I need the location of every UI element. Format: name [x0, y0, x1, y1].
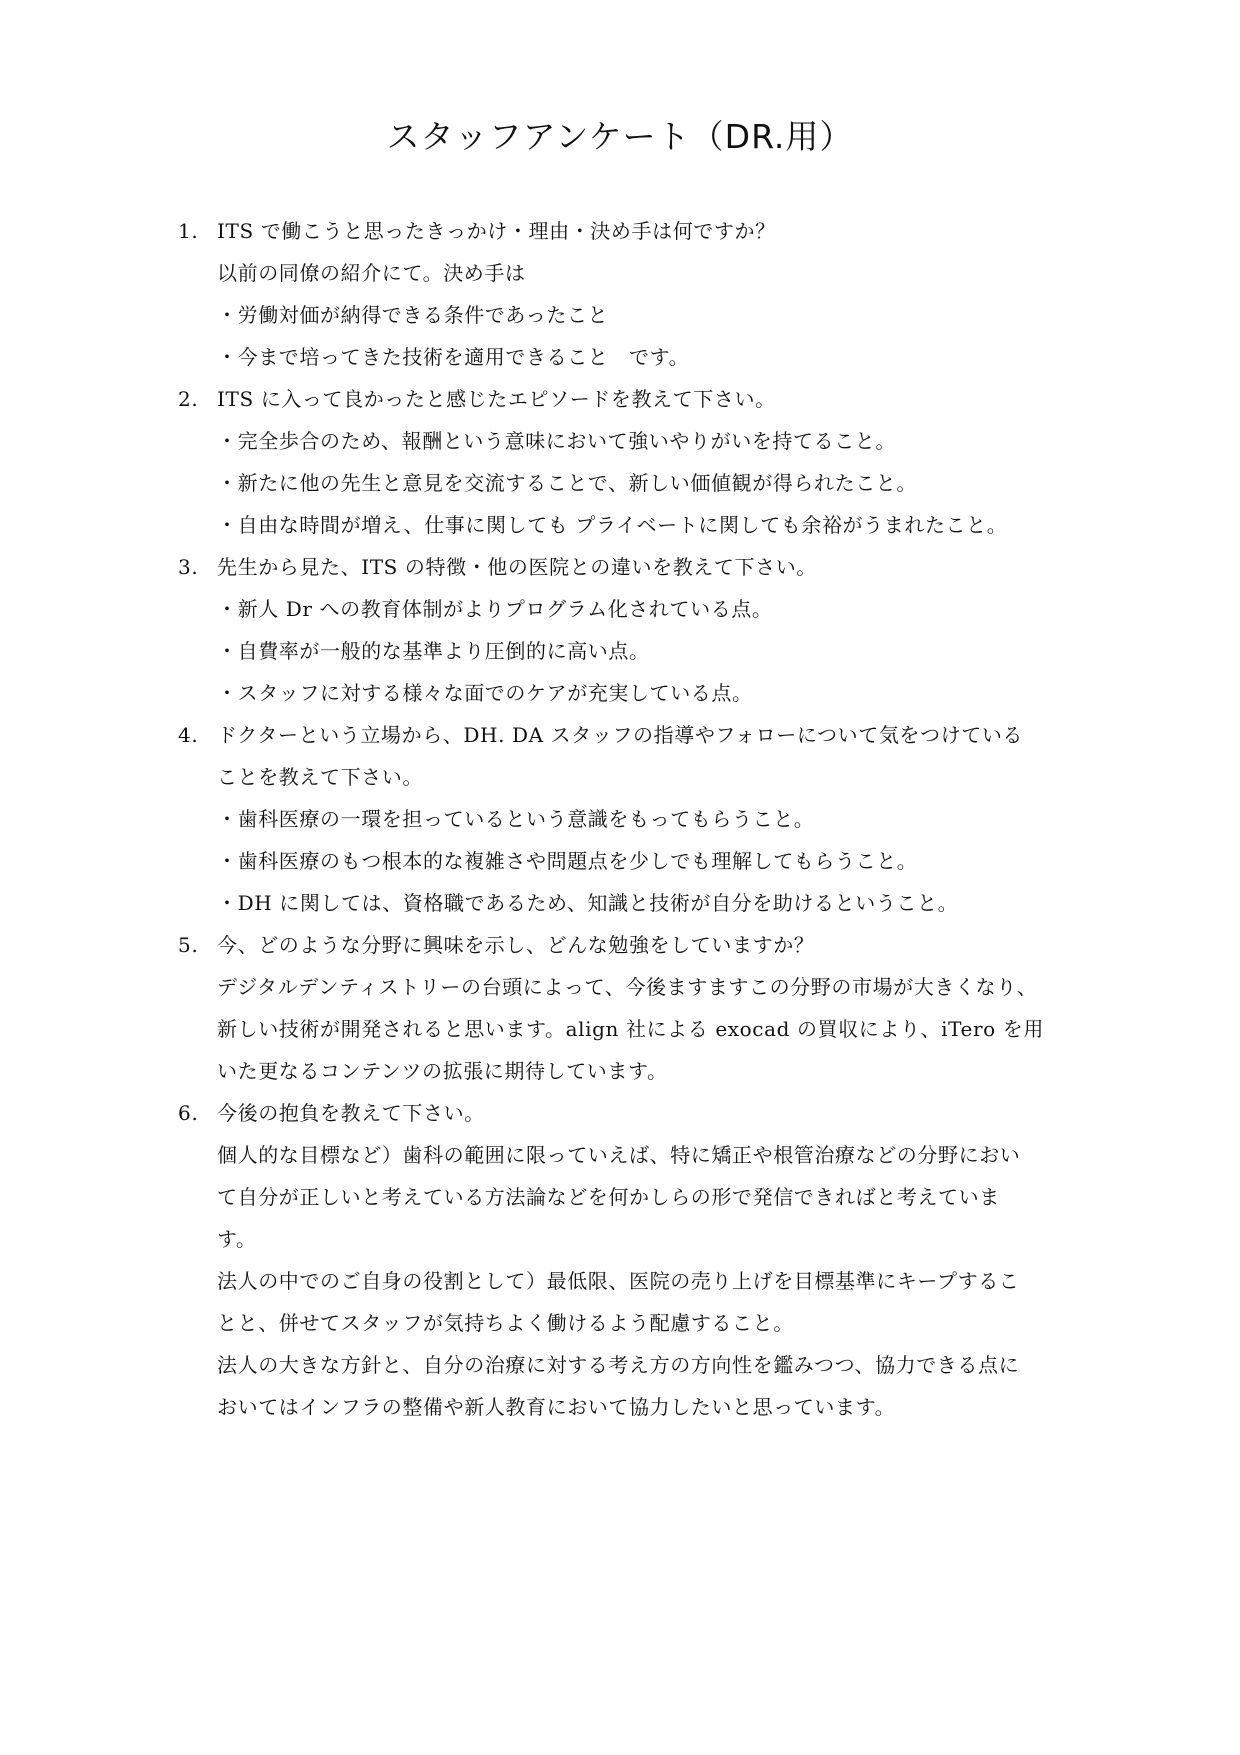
question-number: 3.: [178, 555, 199, 579]
question-text: 今後の抱負を教えて下さい。: [217, 1101, 485, 1125]
answer-text: 法人の中でのご自身の役割として）最低限、医院の売り上げを目標基準にキープするこ: [217, 1269, 1020, 1293]
answer-text: ・DH に関しては、資格職であるため、知識と技術が自分を助けるということ。: [217, 891, 959, 915]
answer-text: て自分が正しいと考えている方法論などを何かしらの形で発信できればと考えていま: [217, 1185, 1000, 1209]
answer-text: いた更なるコンテンツの拡張に期待しています。: [217, 1059, 668, 1083]
answer-text: デジタルデンティストリーの台頭によって、今後ますますこの分野の市場が大きくなり、: [217, 975, 1038, 999]
answer-line: [0, 1344, 1240, 1386]
answer-line: [0, 1050, 1240, 1092]
answer-text: 新しい技術が開発されると思います。align 社による exocad の買収により、iTero を用: [217, 1017, 1044, 1041]
question-line: [0, 378, 1240, 420]
answer-line: [0, 840, 1240, 882]
question-text: 先生から見た、ITS の特徴・他の医院との違いを教えて下さい。: [217, 555, 817, 579]
answer-text: ・自費率が一般的な基準より圧倒的に高い点。: [217, 639, 650, 663]
question-number: 4.: [178, 723, 199, 747]
answer-line: [0, 420, 1240, 462]
answer-line: [0, 966, 1240, 1008]
answer-line: [0, 252, 1240, 294]
question-number: 1.: [178, 219, 199, 243]
answer-text: ・スタッフに対する様々な面でのケアが充実している点。: [217, 681, 753, 705]
answer-text: ・完全歩合のため、報酬という意味において強いやりがいを持てること。: [217, 429, 896, 453]
question-line-continued: [0, 756, 1240, 798]
question-line: [0, 924, 1240, 966]
answer-line: [0, 630, 1240, 672]
question-text: 今、どのような分野に興味を示し、どんな勉強をしていますか？: [217, 933, 815, 957]
answer-text: おいてはインフラの整備や新人教育において協力したいと思っています。: [217, 1395, 896, 1419]
answer-text: ・新人 Dr への教育体制がよりプログラム化されている点。: [217, 597, 773, 621]
answer-line: [0, 336, 1240, 378]
question-line: [0, 714, 1240, 756]
answer-line: [0, 1176, 1240, 1218]
answer-line: [0, 1302, 1240, 1344]
answer-text: ・自由な時間が増え、仕事に関しても プライベートに関しても余裕がうまれたこと。: [217, 513, 1008, 537]
question-line: [0, 210, 1240, 252]
answer-text: す。: [217, 1227, 257, 1251]
question-number: 2.: [178, 387, 199, 411]
answer-line: [0, 1008, 1240, 1050]
answer-line: [0, 462, 1240, 504]
question-text: ドクターという立場から、DH. DA スタッフの指導やフォローについて気をつけている: [217, 723, 1024, 747]
answer-line: [0, 1386, 1240, 1428]
answer-line: [0, 294, 1240, 336]
answer-line: [0, 882, 1240, 924]
answer-text: とと、併せてスタッフが気持ちよく働けるよう配慮すること。: [217, 1311, 794, 1335]
question-line: [0, 546, 1240, 588]
question-text: ことを教えて下さい。: [217, 765, 423, 789]
answer-text: ・労働対価が納得できる条件であったこと: [217, 303, 609, 327]
answer-text: 法人の大きな方針と、自分の治療に対する考え方の方向性を鑑みつつ、協力できる点に: [217, 1353, 1020, 1377]
answer-text: ・歯科医療のもつ根本的な複雑さや問題点を少しでも理解してもらうこと。: [217, 849, 918, 873]
answer-text: 以前の同僚の紹介にて。決め手は: [217, 261, 526, 285]
question-text: ITS に入って良かったと感じたエピソードを教えて下さい。: [217, 387, 776, 411]
question-text: ITS で働こうと思ったきっかけ・理由・決め手は何ですか？: [217, 219, 776, 243]
answer-line: [0, 504, 1240, 546]
question-number: 6.: [178, 1101, 199, 1125]
answer-line: [0, 1134, 1240, 1176]
answer-text: ・歯科医療の一環を担っているという意識をもってもらうこと。: [217, 807, 815, 831]
question-number: 5.: [178, 933, 199, 957]
answer-line: [0, 672, 1240, 714]
answer-line: [0, 798, 1240, 840]
answer-text: ・今まで培ってきた技術を適用できること です。: [217, 345, 690, 369]
document-title: スタッフアンケート（DR.用）: [386, 117, 854, 156]
questionnaire-body: [0, 210, 1240, 1428]
question-line: [0, 1092, 1240, 1134]
answer-text: 個人的な目標など）歯科の範囲に限っていえば、特に矯正や根管治療などの分野におい: [217, 1143, 1021, 1167]
answer-line: [0, 1218, 1240, 1260]
answer-line: [0, 1260, 1240, 1302]
answer-text: ・新たに他の先生と意見を交流することで、新しい価値観が得られたこと。: [217, 471, 917, 495]
answer-line: [0, 588, 1240, 630]
